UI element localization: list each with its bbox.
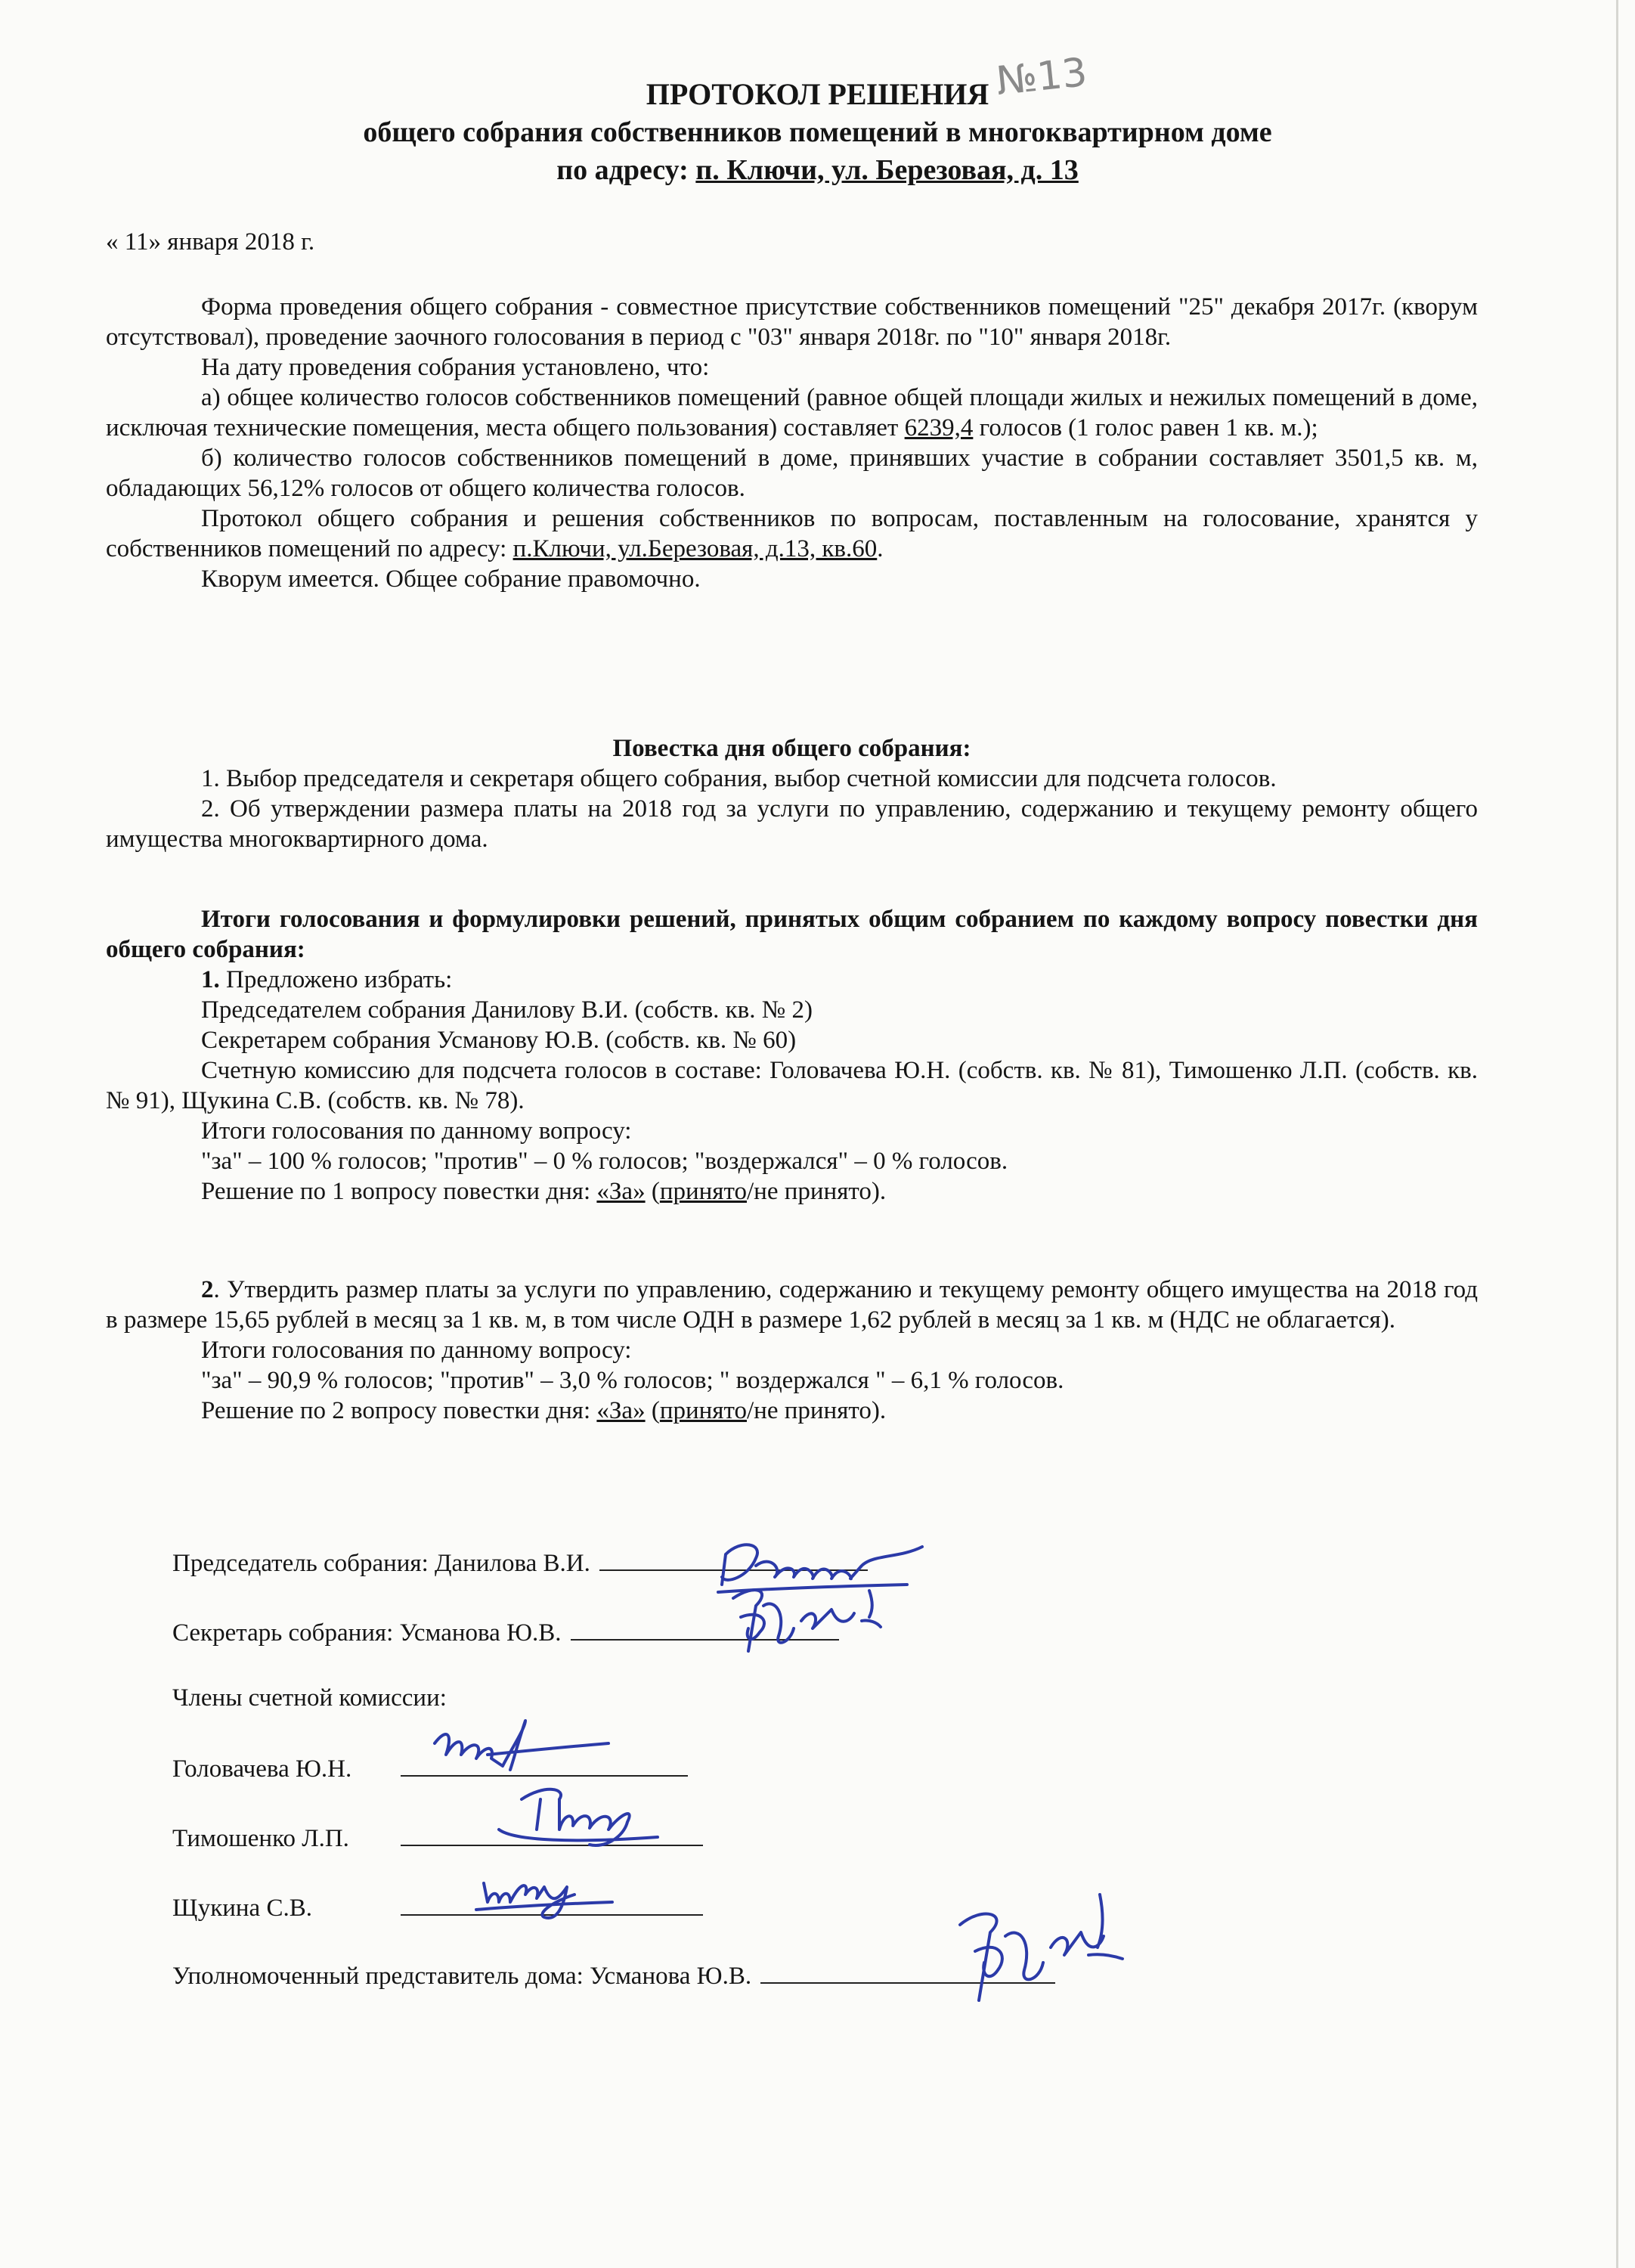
storage-paragraph (106, 503, 1478, 564)
q1-accepted: принято (659, 1178, 747, 1205)
document-subtitle: общего собрания собственников помещений в многоквартирном доме (363, 116, 1272, 148)
member-2-signature (484, 1777, 680, 1860)
q1-decision-prefix: Решение по 1 вопросу повестки дня: (201, 1178, 597, 1205)
document-address-line (0, 151, 1635, 189)
member-1-label: Головачева Ю.Н. (172, 1755, 352, 1783)
q2-decision-suffix: /не принято). (746, 1397, 887, 1424)
secretary-signature (718, 1576, 892, 1659)
storage-end: . (877, 535, 884, 562)
secretary-label: Секретарь собрания: Усманова Ю.В. (172, 1619, 562, 1647)
q1-votes: "за" – 100 % голосов; "против" – 0 % голосов; "воздержался" – 0 % голосов. (201, 1148, 1008, 1175)
q2-number: 2 (201, 1276, 214, 1303)
q1-decision-value: «За» (596, 1178, 646, 1205)
results-section (106, 904, 1478, 1207)
q1-lead (106, 965, 1478, 995)
q1-commission: Счетную комиссию для подсчета голосов в составе: Головачева Ю.Н. (собств. кв. № 81), Тимошенко Л.П. (собств. кв. № 91), Щукина С.В. (собств. кв. № 78). (106, 1057, 1478, 1114)
member-2-label: Тимошенко Л.П. (172, 1825, 349, 1852)
member-3-label: Щукина С.В. (172, 1895, 312, 1922)
storage-address: п.Ключи, ул.Березовая, д.13, кв.60 (512, 535, 878, 562)
question-2-section (106, 1275, 1478, 1426)
q2-text (106, 1275, 1478, 1335)
q1-lead-text: Предложено избрать: (219, 966, 453, 993)
member-3-signature (461, 1849, 627, 1925)
agenda-item-2: 2. Об утверждении размера платы на 2018 год за услуги по управлению, содержанию и текущему ремонту общего имущества многоквартирного дома. (106, 795, 1478, 853)
q2-decision-value: «За» (596, 1397, 646, 1424)
total-votes-paragraph (106, 383, 1478, 443)
q1-decision-mid: ( (645, 1178, 660, 1205)
q2-decision (106, 1396, 1478, 1426)
representative-signature (937, 1879, 1134, 2008)
q1-number: 1. (201, 966, 220, 993)
total-votes-value: 6239,4 (904, 414, 974, 442)
q2-decision-prefix: Решение по 2 вопросу повестки дня: (201, 1397, 597, 1424)
meeting-form-paragraph: Форма проведения общего собрания - совместное присутствие собственников помещений "25" декабря 2017г. (кворум отсутствовал), проведение заочного голосования в период с "03" января 2018г. по "10" января 2018г. (106, 293, 1478, 351)
q1-results-label: Итоги голосования по данному вопросу: (201, 1117, 632, 1145)
q1-chair: Председателем собрания Данилову В.И. (собств. кв. № 2) (201, 996, 813, 1024)
q2-results-label: Итоги голосования по данному вопросу: (201, 1337, 632, 1364)
q2-votes: "за" – 90,9 % голосов; "против" – 3,0 % голосов; " воздержался " – 6,1 % голосов. (201, 1367, 1064, 1394)
q2-accepted: принято (659, 1397, 747, 1424)
agenda-title: Повестка дня общего собрания: (612, 735, 971, 762)
results-title: Итоги голосования и формулировки решений, принятых общим собранием по каждому вопросу повестки дня общего собрания: (106, 906, 1478, 963)
storage-text: Протокол общего собрания и решения собственников по вопросам, поставленным на голосование, хранятся у собственников помещений по адресу: (106, 505, 1478, 562)
document-date: « 11» января 2018 г. (106, 228, 315, 256)
total-votes-text: а) общее количество голосов собственников помещений (равное общей площади жилых и нежилых помещений в доме, исключая технические помещения, места общего пользования) составляет (106, 384, 1478, 442)
commission-title: Члены счетной комиссии: (172, 1684, 447, 1712)
q1-decision-suffix: /не принято). (746, 1178, 887, 1205)
building-address: п. Ключи, ул. Березовая, д. 13 (695, 154, 1079, 186)
quorum-paragraph: Кворум имеется. Общее собрание правомочно. (201, 565, 701, 593)
q2-decision-mid: ( (645, 1397, 660, 1424)
total-votes-unit: голосов (1 голос равен 1 кв. м.); (973, 414, 1318, 442)
q1-decision (106, 1176, 1478, 1207)
chair-label: Председатель собрания: Данилова В.И. (172, 1550, 590, 1577)
q1-secretary: Секретарем собрания Усманову Ю.В. (собств. кв. № 60) (201, 1027, 797, 1054)
handwritten-number: №13 (994, 49, 1090, 105)
participation-paragraph: б) количество голосов собственников помещений в доме, принявших участие в собрании составляет 3501,5 кв. м, обладающих 56,12% голосов от общего количества голосов. (106, 445, 1478, 502)
agenda-item-1: 1. Выбор председателя и секретаря общего собрания, выбор счетной комиссии для подсчета голосов. (201, 765, 1277, 792)
representative-signature-row (172, 1960, 1055, 1991)
intro-section (106, 292, 1478, 594)
address-prefix: по адресу: (556, 154, 696, 186)
q2-body: . Утвердить размер платы за услуги по управлению, содержанию и текущему ремонту общего имущества на 2018 год в размере 15,65 рублей в месяц за 1 кв. м, в том числе ОДН в размере 1,62 рублей в месяц за 1 кв. м (НДС не облагается). (106, 1276, 1478, 1334)
document-title: ПРОТОКОЛ РЕШЕНИЯ (646, 77, 989, 111)
established-paragraph: На дату проведения собрания установлено, что: (201, 354, 710, 381)
document-header (0, 76, 1635, 189)
representative-label: Уполномоченный представитель дома: Усманова Ю.В. (172, 1963, 752, 1990)
agenda-section (106, 733, 1478, 854)
page-edge (1616, 0, 1618, 2268)
